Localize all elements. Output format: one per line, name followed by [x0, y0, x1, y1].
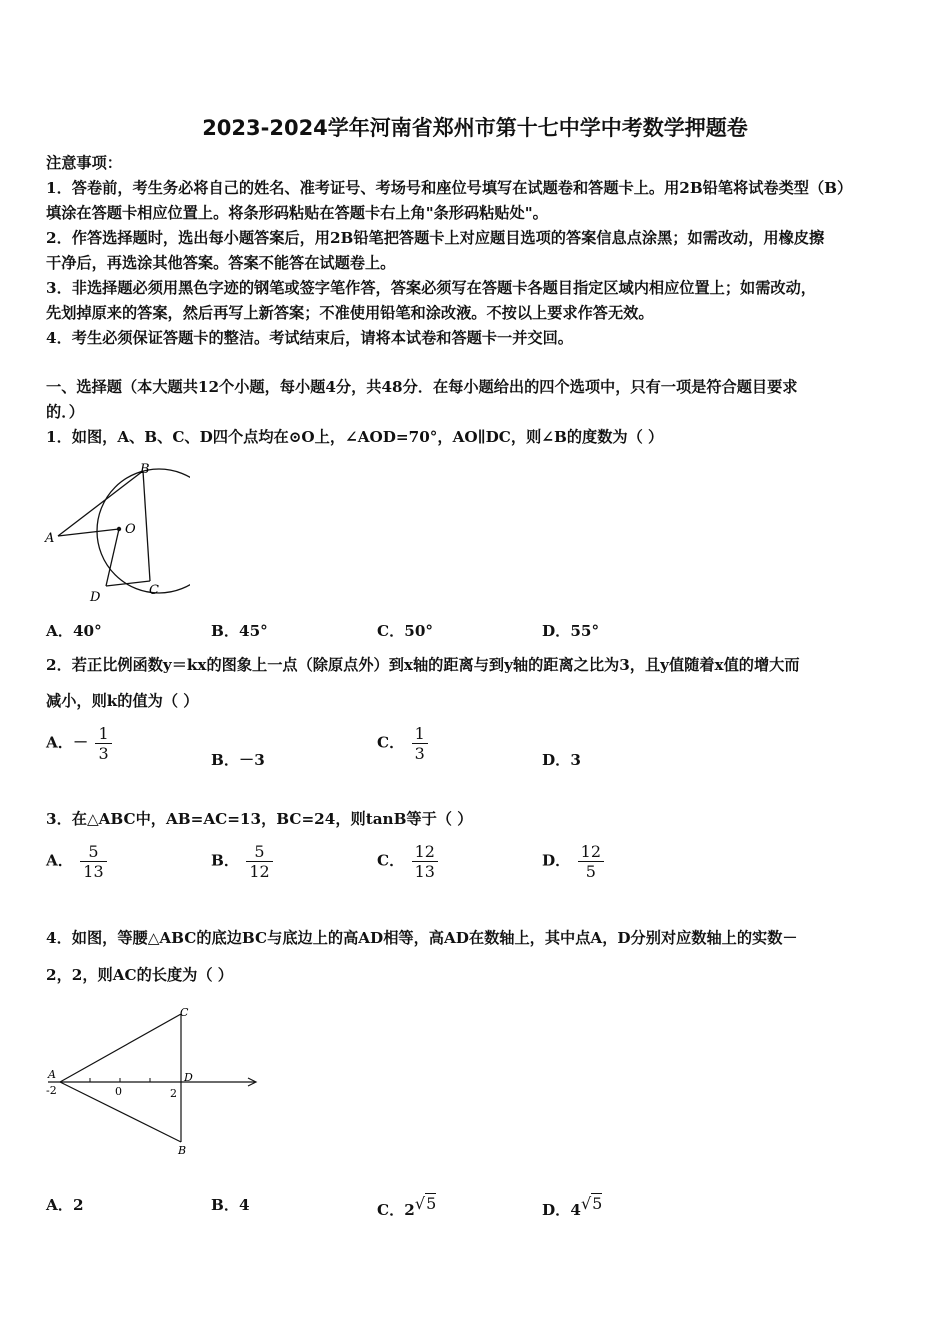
- notice-line: 3．非选择题必须用黑色字迹的钢笔或签字笔作答，答案必须写在答题卡各题目指定区域内相应位置上；如需改动，: [46, 279, 816, 297]
- q3-option-b[interactable]: B． $\frac{5}{12}$: [211, 842, 273, 881]
- label-a: A: [48, 1068, 56, 1081]
- label-c: C: [149, 583, 159, 598]
- label-d: D: [184, 1071, 193, 1084]
- question-4-text: 4．如图，等腰△ABC的底边BC与底边上的高AD相等，高AD在数轴上，其中点A，D分别对应数轴上的实数－: [46, 929, 798, 947]
- q3-option-d[interactable]: D． $\frac{12}{5}$: [542, 842, 604, 881]
- center-point: [117, 527, 121, 531]
- notice-heading: 注意事项：: [46, 154, 122, 172]
- notice-line: 先划掉原来的答案，然后再写上新答案；不准使用铅笔和涂改液。不按以上要求作答无效。: [46, 304, 654, 322]
- tick-label-0: 0: [115, 1085, 122, 1098]
- label-b: B: [178, 1144, 187, 1157]
- q2-option-a[interactable]: A．－ $\frac{1}{3}$: [46, 724, 112, 763]
- notice-line: 1．答卷前，考生务必将自己的姓名、准考证号、考场号和座位号填写在试题卷和答题卡上。用2B铅笔将试卷类型（B）: [46, 179, 853, 197]
- q2-option-d[interactable]: D．3: [542, 751, 581, 769]
- page-title: 2023-2024学年河南省郑州市第十七中学中考数学押题卷: [202, 116, 748, 140]
- q4-option-b[interactable]: B．4: [211, 1196, 250, 1214]
- notice-line: 4．考生必须保证答题卡的整洁。考试结束后，请将本试卷和答题卡一并交回。: [46, 329, 573, 347]
- q1-option-c[interactable]: C．50°: [377, 622, 434, 640]
- notice-line: 填涂在答题卡相应位置上。将条形码粘贴在答题卡右上角"条形码粘贴处"。: [46, 204, 548, 222]
- q1-circle-figure: [40, 458, 190, 606]
- segment-ac: [60, 1014, 181, 1082]
- notice-line: 干净后，再选涂其他答案。答案不能答在试题卷上。: [46, 254, 396, 272]
- segment-bc: [143, 471, 150, 581]
- section-heading: 一、选择题（本大题共12个小题，每小题4分，共48分．在每小题给出的四个选项中，只有一项是符合题目要求: [46, 378, 798, 396]
- label-c: C: [180, 1006, 189, 1019]
- q2-option-b[interactable]: B．－3: [211, 751, 265, 769]
- q4-option-a[interactable]: A．2: [46, 1196, 84, 1214]
- question-4-text-cont: 2，2，则AC的长度为（ ）: [46, 966, 233, 984]
- tick-label-2: 2: [170, 1087, 177, 1100]
- q1-option-b[interactable]: B．45°: [211, 622, 268, 640]
- segment-ao: [58, 529, 119, 536]
- q2-option-c[interactable]: C． $\frac{1}{3}$: [377, 724, 428, 763]
- section-heading-cont: 的．）: [46, 403, 84, 421]
- q3-option-c[interactable]: C． $\frac{12}{13}$: [377, 842, 438, 881]
- q1-option-a[interactable]: A．40°: [46, 622, 102, 640]
- label-b: B: [140, 462, 150, 477]
- tick-label-neg2: -2: [46, 1084, 57, 1097]
- q1-option-d[interactable]: D．55°: [542, 622, 600, 640]
- question-2-text-cont: 减小，则k的值为（ ）: [46, 692, 199, 710]
- question-1-text: 1．如图，A、B、C、D四个点均在⊙O上，∠AOD=70°，AO∥DC，则∠B的度数为（ ）: [46, 428, 664, 446]
- notice-line: 2．作答选择题时，选出每小题答案后，用2B铅笔把答题卡上对应题目选项的答案信息点涂黑；如需改动，用橡皮擦: [46, 229, 825, 247]
- label-a: A: [45, 531, 55, 546]
- question-3-text: 3．在△ABC中，AB=AC=13，BC=24，则tanB等于（ ）: [46, 810, 473, 828]
- label-d: D: [90, 590, 101, 605]
- question-2-text: 2．若正比例函数y＝kx的图象上一点（除原点外）到x轴的距离与到y轴的距离之比为3，且y值随着x值的增大而: [46, 656, 800, 674]
- q4-number-line-figure: [40, 1002, 265, 1162]
- q4-option-d[interactable]: D．$4^{√5}$: [542, 1194, 603, 1220]
- q4-option-c[interactable]: C．$2^{√5}$: [377, 1194, 437, 1220]
- label-o: O: [125, 522, 136, 537]
- q3-option-a[interactable]: A． $\frac{5}{13}$: [46, 842, 107, 881]
